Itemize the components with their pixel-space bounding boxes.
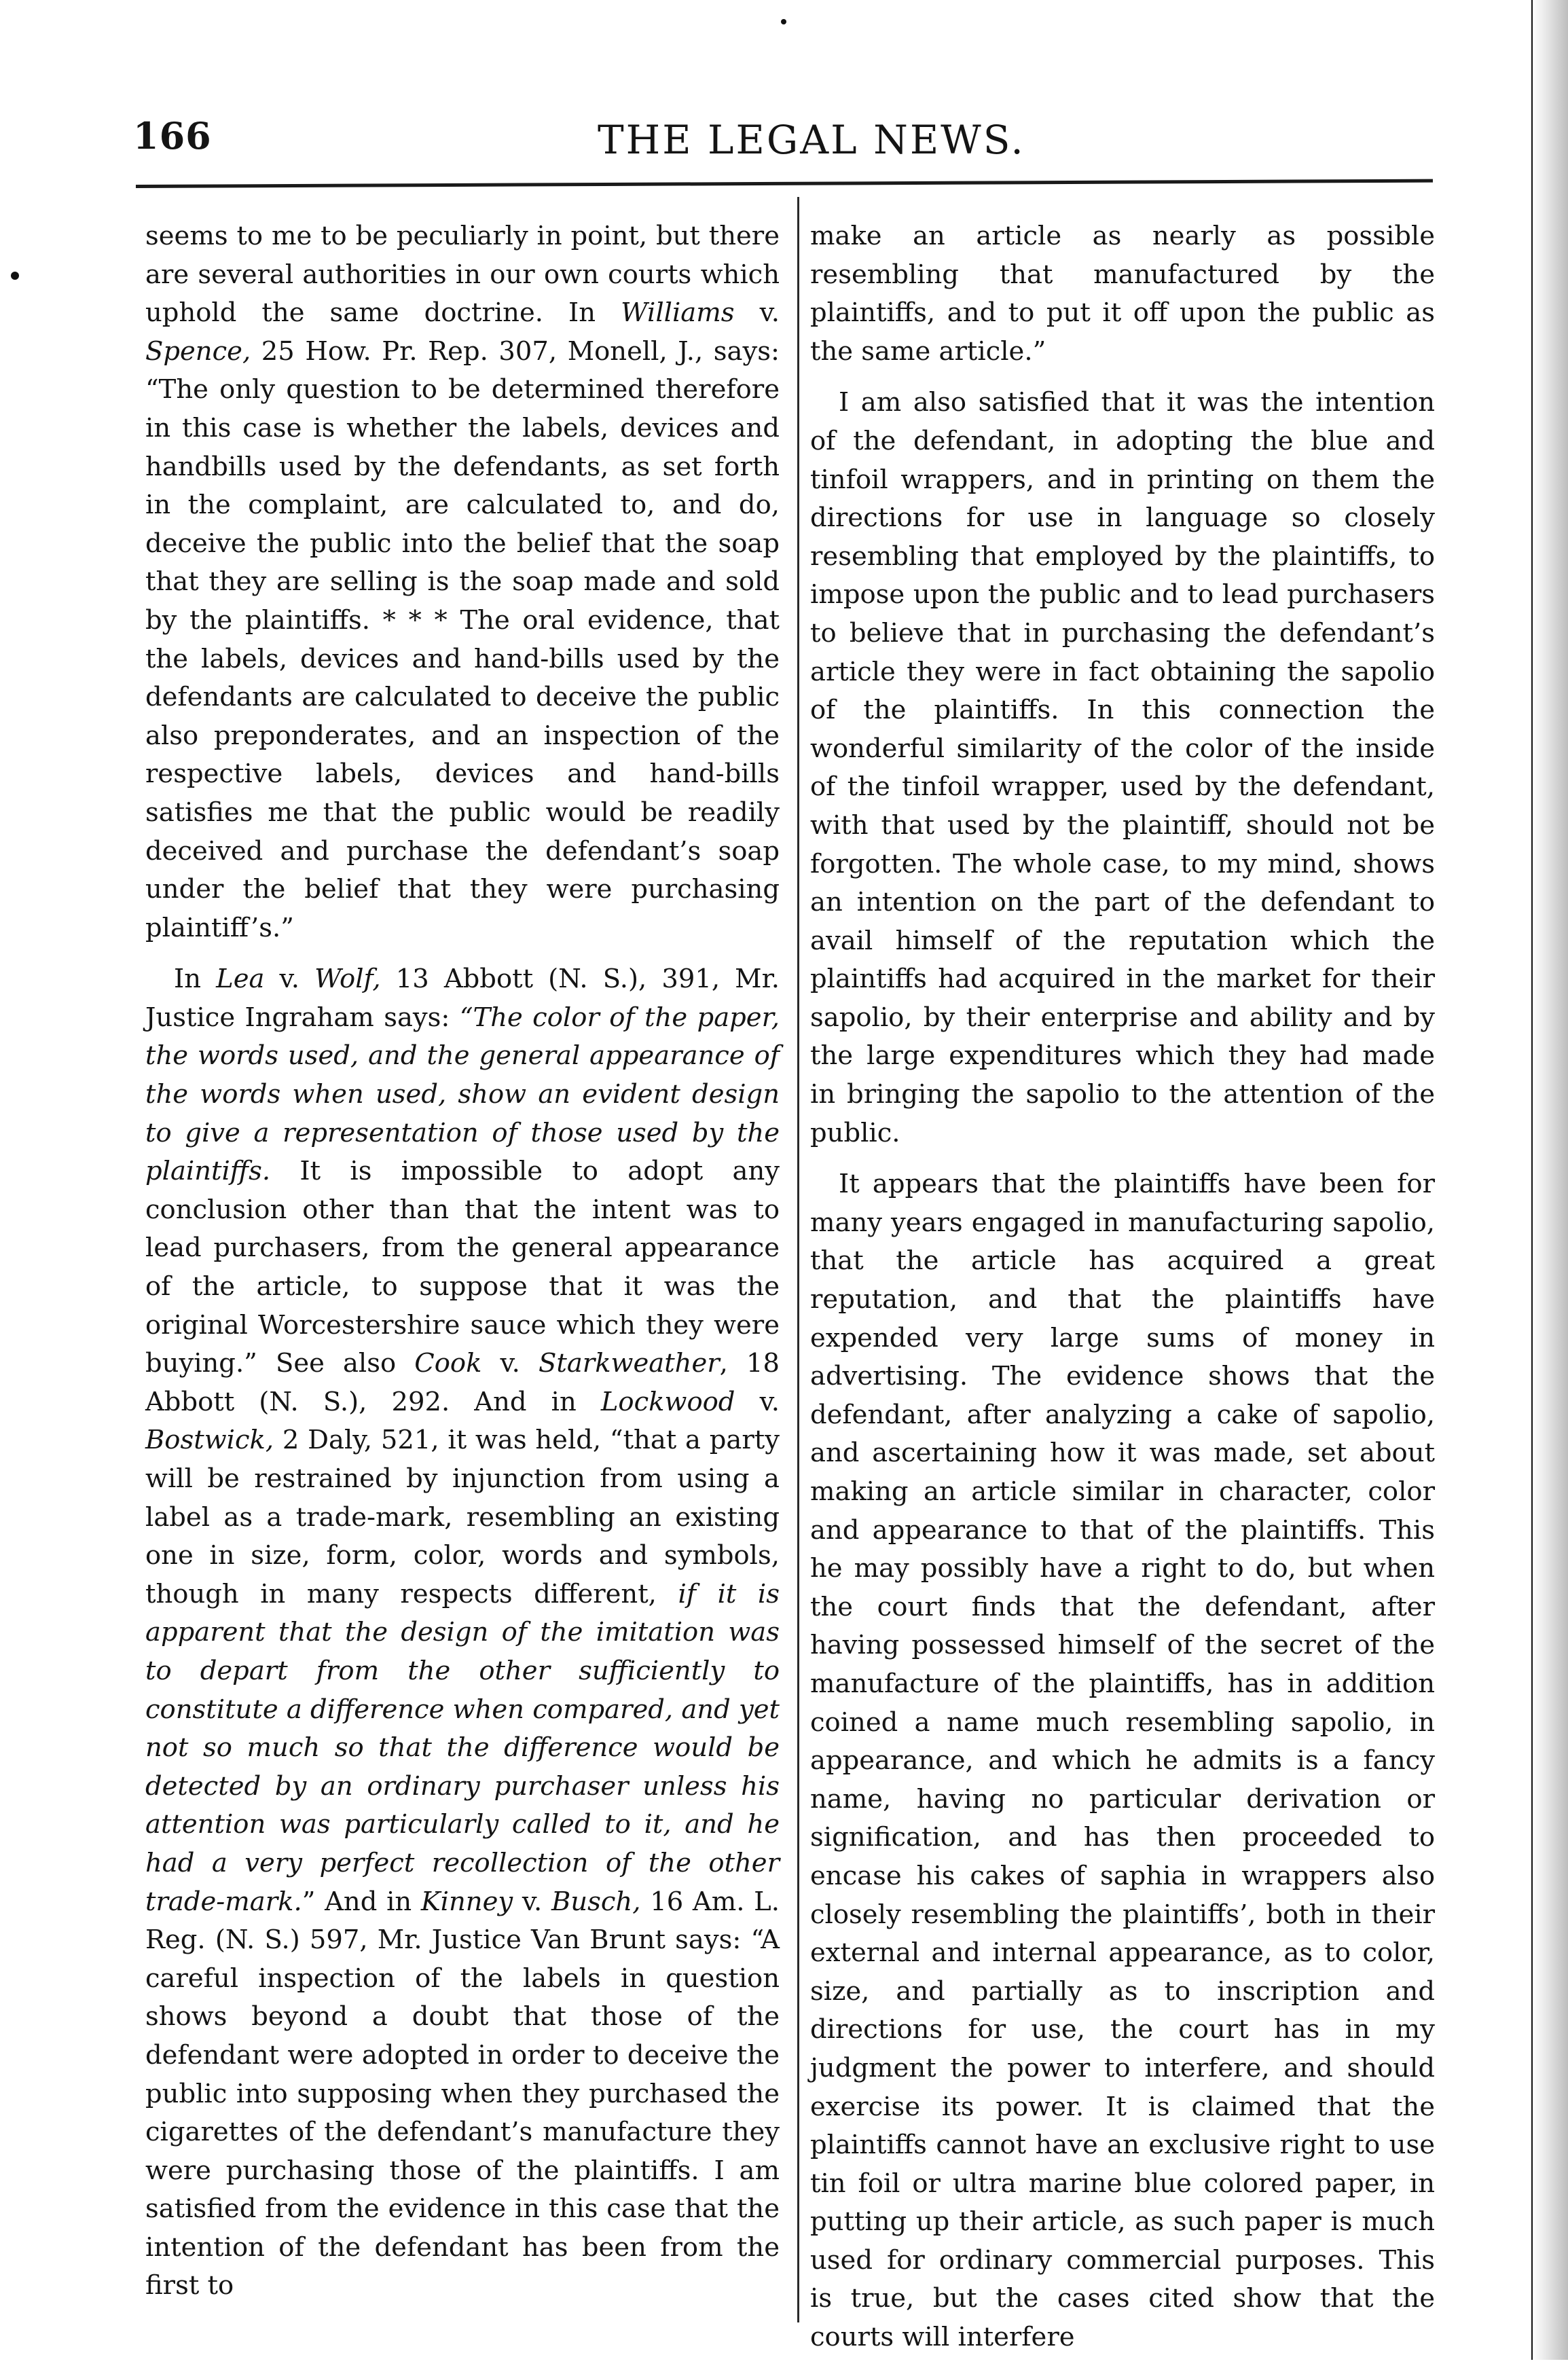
text-run: 25 How. Pr. Rep. 307, Monell, J., says: “The only question to be determined therefore in this case is whether the labels, devices and handbills used by the defendants, as set forth in the complaint, are calculated to, and do, deceive the public into the belief that the soap that they are selling is the soap made and sold by the plaintiffs. * * * The oral evidence, that the labels, devices and hand-bills used by the defendants are calculated to deceive the public also preponderates, and an inspection of the respective labels, devices and hand-bills satisfies me that the public would be readily deceived and purchase the defendant’s soap under the belief that they were purchasing plaintiff’s.” [145, 335, 780, 943]
text-run: v. [759, 1386, 780, 1417]
case-name: Busch, [551, 1886, 641, 1917]
text-run: 13 Abbott (N. S.), 391, Mr. Justice Ingraham says: [145, 964, 780, 1033]
margin-dot [11, 272, 19, 280]
text-run: In [174, 964, 202, 995]
left-column [145, 217, 780, 2318]
case-name: Wolf, [314, 964, 381, 995]
text-run: v. [759, 297, 780, 329]
text-run: v. [279, 964, 299, 995]
left-paragraph-2 [145, 960, 780, 2305]
text-run: , 18 Abbott (N. S.), 292. And in [145, 1348, 780, 1417]
running-head: THE LEGAL NEWS. [598, 117, 1025, 163]
case-name: Spence, [145, 335, 251, 367]
case-name: Starkweather [538, 1348, 720, 1379]
right-paragraph-2: I am also satisfied that it was the intention of the defendant, in adopting the blue and tinfoil wrappers, and in printing on them the directions for use in language so closely resembling that employed by the plaintiffs, to impose upon the public and to lead purchasers to believe that in purchasing the defendant’s article they were in fact obtaining the sapolio of the plaintiffs. In this connection the wonderful similarity of the color of the inside of the tinfoil wrapper, used by the defendant, with that used by the plaintiff, should not be forgotten. The whole case, to my mind, shows an intention on the part of the defendant to avail himself of the reputation which the plaintiffs had acquired in the market for their sapolio, by their enterprise and ability and by the large expenditures which they had made in bringing the sapolio to the attention of the public. [810, 387, 1435, 1148]
italic-quote: if it is apparent that the design of the imitation was to depart from the other sufficiently to constitute a difference when compared, and yet not so much so that the difference would be detected by an ordinary purchaser unless his attention was particularly called to it, and he had a very perfect recollection of the other trade-mark. [145, 1578, 780, 1917]
case-name: Bostwick, [145, 1425, 274, 1456]
right-paragraph-1: make an article as nearly as possible resembling that manufactured by the plaintiffs, and to put it off upon the public as the same article.” [810, 221, 1435, 367]
text-run: seems to me to be peculiarly in point, but there are several authorities in our own courts which uphold the same doctrine. In [145, 221, 780, 329]
page-edge-shadow [1533, 0, 1568, 2360]
page-number: 166 [133, 114, 212, 158]
column-divider [797, 197, 799, 2322]
margin-dot [781, 19, 786, 24]
text-run: v. [522, 1886, 543, 1917]
text-run: It is impossible to adopt any conclusion other than that the intent was to lead purchasers, from the general appearance of the article, to suppose that it was the original Worcestershire sauce which they were buying.” See also [145, 1156, 780, 1379]
case-name: Williams [621, 297, 735, 329]
case-name: Lockwood [600, 1386, 735, 1417]
text-run: 2 Daly, 521, it was held, “that a party will be restrained by injunction from using a label as a trade-mark, resembling an existing one in size, form, color, words and symbols, though in many respects different, [145, 1425, 780, 1609]
right-paragraph-3: It appears that the plaintiffs have been for many years engaged in manufacturing sapolio, that the article has acquired a great reputation, and that the plaintiffs have expended very large sums of money in advertising. The evidence shows that the defendant, after analyzing a cake of sapolio, and ascertaining how it was made, set about making an article similar in character, color and appearance to that of the plaintiffs. This he may possibly have a right to do, but when the court finds that the defendant, after having possessed himself of the secret of the manufacture of the plaintiffs, has in addition coined a name much resembling sapolio, in appearance, and which he admits is a fancy name, having no particular derivation or signification, and has then proceeded to encase his cakes of saphia in wrappers also closely resembling the plaintiffs’, both in their external and internal appearance, as to color, size, and partially as to inscription and directions for use, the court has in my judgment the power to interfere, and should exercise its power. It is claimed that the plaintiffs cannot have an exclusive right to use tin foil or ultra marine blue colored paper, in putting up their article, as such paper is much used for ordinary commercial purposes. This is true, but the cases cited show that the courts will interfere [810, 1169, 1435, 2353]
right-column [810, 217, 1435, 2370]
case-name: Kinney [420, 1886, 513, 1917]
italic-quote: “The color of the paper, the words used, and the general appearance of the words when used, show an evident design to give a representation of those used by the plaintiffs. [145, 1002, 780, 1187]
case-name: Cook [414, 1348, 482, 1379]
text-run: ” And in [302, 1886, 412, 1917]
case-name: Lea [216, 964, 265, 995]
left-paragraph-1 [145, 217, 780, 947]
text-run: v. [500, 1348, 520, 1379]
header-rule [136, 179, 1433, 188]
text-run: 16 Am. L. Reg. (N. S.) 597, Mr. Justice Van Brunt says: “A careful inspection of the labels in question shows beyond a doubt that those of the defendant were adopted in order to deceive the public into supposing when they purchased the cigarettes of the defendant’s manufacture they were purchasing those of the plaintiffs. I am satisfied from the evidence in this case that the intention of the defendant has been from the first to [145, 1886, 780, 2301]
